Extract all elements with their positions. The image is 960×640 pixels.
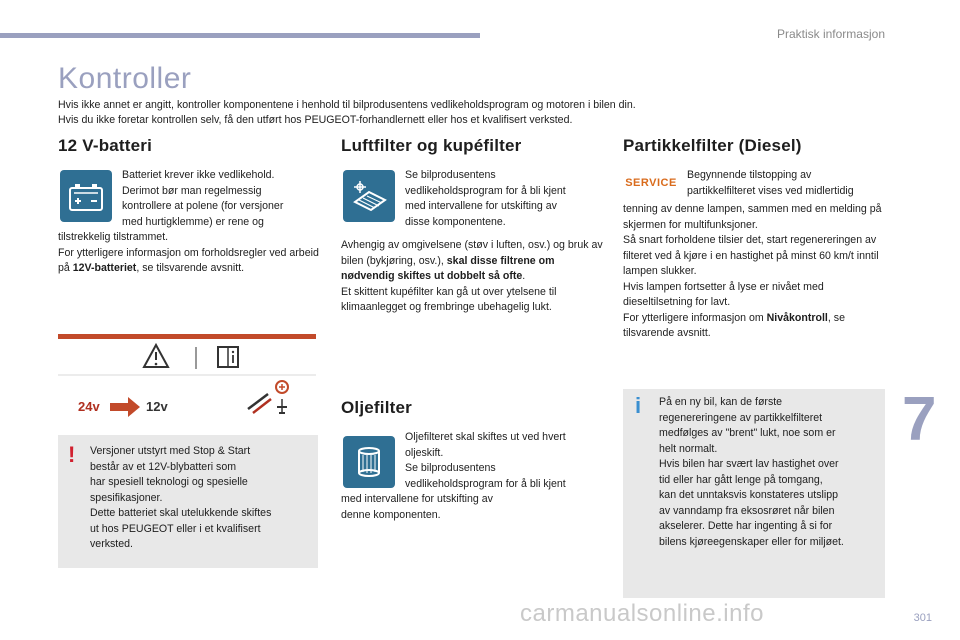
air-filter-text	[341, 168, 603, 316]
particle-line: Begynnende tilstopping av	[687, 169, 812, 181]
alert-line: ut hos PEUGEOT eller i et kvalifisert	[90, 522, 261, 535]
voltage-to: 12v	[146, 399, 168, 414]
oil-filter-text	[341, 430, 603, 523]
intro-line: Hvis ikke annet er angitt, kontroller komponentene i henhold til bilprodusentens vedlikeholdsprogram og motoren i bilen din.	[58, 99, 636, 111]
battery-heading: 12 V-batteri	[58, 136, 153, 155]
alert-line: har spesiell teknologi og spesielle	[90, 476, 248, 488]
voltage-from: 24v	[78, 399, 100, 414]
info-line: av vanndamp fra eksosrøret når bilen	[659, 504, 835, 517]
intro-line: Hvis du ikke foretar kontrollen selv, få den utført hos PEUGEOT-forhandlernett eller hos et kvalifisert verksted.	[58, 114, 573, 126]
watermark: carmanualsonline.info	[520, 600, 764, 627]
alert-line: spesifikasjoner.	[90, 491, 163, 504]
air-paragraph: Et skittent kupéfilter kan gå ut over ytelsene til klimaanlegget og frembringe ubehagelig lukt.	[341, 285, 557, 313]
oil-line: vedlikeholdsprogram for å bli kjent	[405, 477, 566, 490]
particle-paragraph: Hvis lampen fortsetter å lyse er nivået med dieseltilsetning for lavt.	[623, 280, 824, 308]
info-line: medfølges av "brent" lukt, noe som er	[659, 427, 836, 439]
info-line: På en ny bil, kan de første	[659, 396, 783, 408]
info-line: helt normalt.	[659, 442, 718, 455]
battery-text	[58, 168, 320, 277]
header-rule	[0, 33, 480, 38]
air-line: med intervallene for utskifting av	[405, 200, 557, 212]
alert-line: verksted.	[90, 538, 133, 550]
oil-filter-section	[341, 398, 603, 523]
car-battery-icon	[60, 170, 112, 222]
alert-line: Dette batteriet skal utelukkende skiftes	[90, 507, 272, 519]
particle-paragraph: For ytterligere informasjon om Nivåkontroll, se tilsvarende avsnitt.	[623, 311, 845, 339]
oil-line: Se bilprodusentens	[405, 462, 496, 474]
info-line: Hvis bilen har svært lav hastighet over	[659, 458, 839, 470]
manual-book-icon	[218, 347, 238, 367]
section-label: Praktisk informasjon	[776, 27, 885, 41]
oil-filter-heading: Oljefilter	[341, 398, 412, 417]
info-line: bilens kjøreegenskaper eller for miljøet.	[659, 535, 844, 548]
chapter-number: 7	[902, 385, 937, 454]
info-line: tid eller har gått lenge på tomgang,	[659, 473, 823, 486]
exclamation-icon: !	[68, 442, 76, 467]
battery-line: med hurtigklemme) er rene og	[122, 215, 264, 228]
service-warning-icon: SERVICE	[625, 177, 677, 190]
air-line: vedlikeholdsprogram for å bli kjent	[405, 184, 566, 197]
air-line: disse komponentene.	[405, 215, 506, 228]
warning-triangle-icon	[144, 345, 168, 367]
air-paragraph: Avhengig av omgivelsene (støv i luften, osv.) og bruk av bilen (bykjøring, osv.), skal disse filtrene om nødvendig skiftes ut dobbelt så ofte.	[341, 239, 603, 282]
air-filter-heading: Luftfilter og kupéfilter	[341, 136, 522, 155]
particle-filter-text	[623, 168, 885, 342]
alert-line: Versjoner utstyrt med Stop & Start	[90, 445, 251, 457]
battery-line: tilstrekkelig tilstrammet.	[58, 231, 169, 243]
air-line: Se bilprodusentens	[405, 169, 496, 181]
battery-paragraph: For ytterligere informasjon om forholdsregler ved arbeid på 12V-batteriet, se tilsvarende avsnitt.	[58, 246, 319, 274]
battery-line: kontrollere at polene (for versjoner	[122, 200, 284, 212]
battery-section	[58, 136, 320, 277]
info-line: kan det unntaksvis konstateres utslipp	[659, 489, 839, 501]
particle-paragraph: tenning av denne lampen, sammen med en melding på skjermen for multifunksjoner.	[623, 203, 882, 231]
air-filter-icon	[343, 170, 395, 222]
arrow-right-icon	[110, 397, 140, 417]
info-icon: i	[635, 393, 642, 418]
particle-filter-heading: Partikkelfilter (Diesel)	[623, 136, 802, 155]
air-filter-section	[341, 136, 603, 316]
jump-cables-icon	[248, 381, 288, 413]
particle-paragraph: Så snart forholdene tilsier det, start regenereringen av filteret ved å kjøre i en hastighet på minst 60 km/t inntil lampen slukker.	[623, 234, 879, 277]
info-line: regenereringene av partikkelfilteret	[659, 411, 823, 424]
particle-line: partikkelfilteret vises ved midlertidig	[687, 184, 854, 197]
battery-warning-figure	[58, 334, 316, 424]
info-line: akselerer. Dette har ingenting å si for	[659, 520, 833, 532]
battery-line: Batteriet krever ikke vedlikehold.	[122, 169, 275, 181]
battery-line: Derimot bør man regelmessig	[122, 184, 262, 197]
intro-text	[58, 98, 908, 128]
alert-line: består av et 12V-blybatteri som	[90, 460, 237, 473]
page-number: 301	[913, 612, 932, 624]
oil-line: Oljefilteret skal skiftes ut ved hvert	[405, 431, 566, 443]
oil-line: med intervallene for utskifting av	[341, 493, 493, 505]
particle-filter-section	[623, 136, 885, 342]
stop-start-alert	[58, 435, 318, 568]
regeneration-info-box	[623, 389, 885, 598]
oil-filter-icon	[343, 436, 395, 488]
page-title: Kontroller	[58, 62, 192, 95]
oil-line: oljeskift.	[405, 446, 444, 459]
oil-line: denne komponenten.	[341, 508, 441, 521]
